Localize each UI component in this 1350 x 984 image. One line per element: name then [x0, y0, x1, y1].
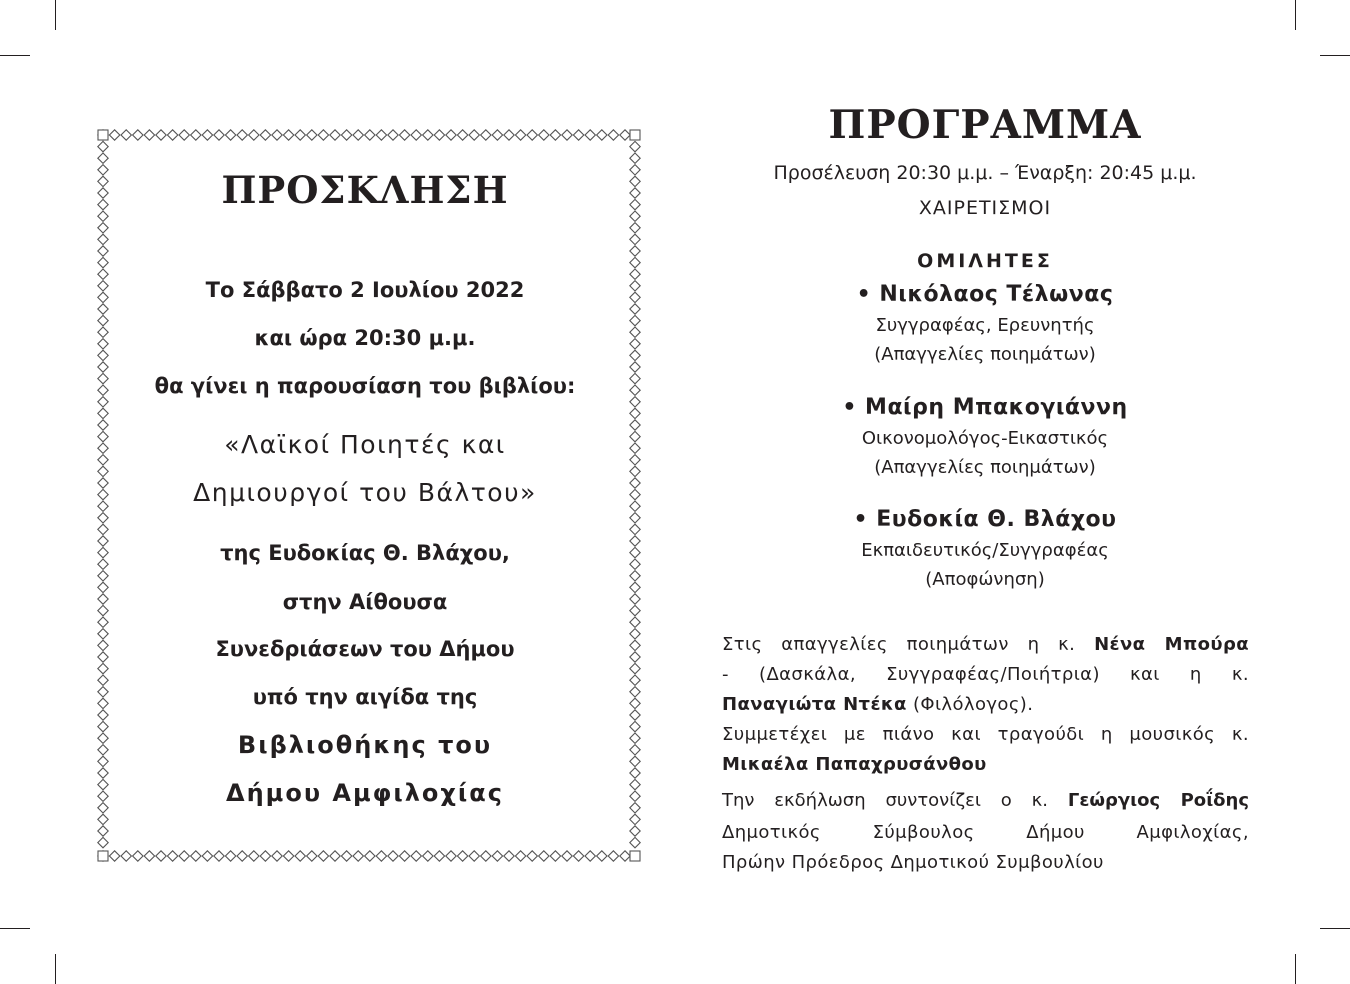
aegis-line: υπό την αιγίδα της [252, 685, 478, 709]
greetings-heading: ΧΑΙΡΕΤΙΣΜΟΙ [918, 197, 1052, 219]
invitation-title: ΠΡΟΣΚΛΗΣΗ [221, 168, 509, 212]
speaker-role: Συγγραφέας, Ερευνητής [875, 315, 1095, 336]
arrival-time: Προσέλευση 20:30 μ.μ. – Έναρξη: 20:45 μ.μ. [773, 162, 1197, 184]
coordinator-line-2: Δημοτικός Σύμβουλος Δήμου Αμφιλοχίας, [722, 822, 1249, 843]
crop-mark [1320, 55, 1350, 56]
venue-line-1: στην Αίθουσα [282, 590, 448, 614]
recitals-text: Στις απαγγελίες ποιημάτων η κ. [722, 634, 1076, 655]
venue-line-2: Συνεδριάσεων του Δήμου [215, 637, 515, 661]
crop-mark [55, 954, 56, 984]
speaker-role: Εκπαιδευτικός/Συγγραφέας [861, 540, 1109, 561]
crop-mark [1295, 0, 1296, 30]
crop-mark [0, 55, 30, 56]
book-title-line-1: «Λαϊκοί Ποιητές και [224, 430, 506, 459]
speakers-heading: ΟΜΙΛΗΤΕΣ [917, 250, 1053, 272]
speaker-task: (Αποφώνηση) [925, 569, 1045, 590]
invitation-date: Το Σάββατο 2 Ιουλίου 2022 [205, 278, 525, 302]
coordinator-name: Γεώργιος Ροΐδης [1067, 790, 1249, 811]
crop-mark [1320, 928, 1350, 929]
speaker-role: Οικονομολόγος-Εικαστικός [861, 428, 1109, 449]
reciter-name: Νένα Μπούρα [1094, 634, 1249, 655]
recitals-line-1 [722, 630, 1249, 660]
coordinator-line-1 [722, 786, 1249, 816]
music-text: Συμμετέχει με πιάνο και τραγούδι η μουσικός κ. [722, 724, 1249, 745]
musician-name: Μικαέλα Παπαχρυσάνθου [722, 754, 987, 775]
music-line [722, 720, 1249, 780]
library-line-2: Δήμου Αμφιλοχίας [226, 779, 504, 807]
speaker-name: • Ευδοκία Θ. Βλάχου [853, 507, 1117, 532]
invitation-time: και ώρα 20:30 μ.μ. [254, 326, 476, 350]
coordinator-text: Την εκδήλωση συντονίζει ο κ. [722, 790, 1048, 811]
crop-mark [55, 0, 56, 30]
speaker-task: (Απαγγελίες ποιημάτων) [874, 457, 1096, 478]
crop-mark [1295, 954, 1296, 984]
book-title-line-2: Δημιουργοί του Βάλτου» [193, 478, 537, 507]
reciter-role: (Φιλόλογος). [912, 694, 1034, 715]
invitation-presentation: θα γίνει η παρουσίαση του βιβλίου: [154, 374, 576, 398]
program-title: ΠΡΟΓΡΑΜΜΑ [828, 102, 1142, 148]
speaker-task: (Απαγγελίες ποιημάτων) [874, 344, 1096, 365]
recitals-line-3 [722, 690, 1249, 720]
speaker-name: • Νικόλαος Τέλωνας [856, 282, 1114, 307]
coordinator-line-3: Πρώην Πρόεδρος Δημοτικού Συμβουλίου [722, 852, 1104, 873]
crop-mark [0, 928, 30, 929]
library-line-1: Βιβλιοθήκης του [237, 731, 493, 759]
book-author: της Ευδοκίας Θ. Βλάχου, [220, 541, 510, 565]
reciter-name: Παναγιώτα Ντέκα [722, 694, 907, 715]
speaker-name: • Μαίρη Μπακογιάννη [842, 395, 1128, 420]
recitals-line-2: - (Δασκάλα, Συγγραφέας/Ποιήτρια) και η κ. [722, 664, 1249, 685]
